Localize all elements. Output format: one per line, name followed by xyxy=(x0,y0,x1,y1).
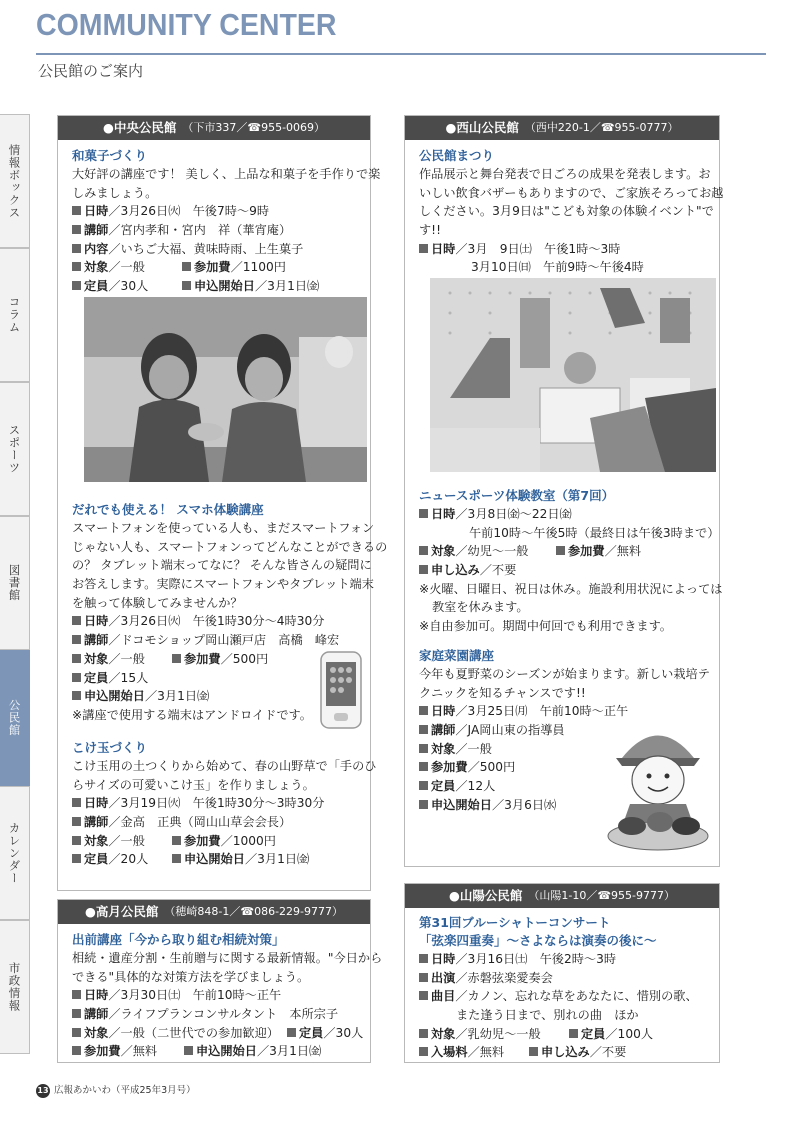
saien-target: ／一般 xyxy=(455,741,492,756)
page-title: COMMUNITY CENTER xyxy=(36,7,337,42)
smartphone-desc: の？ タブレット端末ってなに？ そんな皆さんの疑問に xyxy=(72,558,372,573)
concert-fee: ／無料 xyxy=(467,1045,505,1060)
souzoku-target: ／一般（二世代での参加歓迎） xyxy=(108,1025,279,1040)
wagashi-start-label: 申込開始日 xyxy=(194,279,255,294)
nishiyama-kominkan-header xyxy=(405,116,719,140)
souzoku-body xyxy=(72,949,382,1061)
smartphone-icon xyxy=(318,650,364,730)
wagashi-target-label: 対象 xyxy=(84,260,109,275)
wagashi-cap: ／30人 xyxy=(108,279,149,294)
concert-cap-label: 定員 xyxy=(581,1026,606,1041)
sanyo-kominkan-header xyxy=(405,884,719,908)
concert-perf: ／赤磐弦楽愛奏会 xyxy=(455,970,553,985)
smartphone-teacher-label: 講師 xyxy=(84,633,109,648)
kokedama-start: ／3月1日㈮ xyxy=(244,852,310,867)
side-tab-calendar[interactable] xyxy=(0,786,30,920)
wagashi-fee: ／1100円 xyxy=(230,260,286,275)
wagashi-content: ／いちご大福、黄味時雨、上生菓子 xyxy=(108,241,304,256)
wagashi-title: 和菓子づくり xyxy=(72,148,148,163)
exhibition-photo xyxy=(430,278,716,472)
smartphone-start: ／3月1日㈮ xyxy=(144,689,210,704)
kokedama-desc: こけ玉用の土つくりから始めて、春の山野草で「手のひ xyxy=(72,759,377,773)
concert-fee-label: 入場料 xyxy=(431,1045,468,1060)
saien-title: 家庭菜園講座 xyxy=(419,648,495,663)
saien-start: ／3月6日㈬ xyxy=(491,797,557,812)
newsports-body xyxy=(419,505,722,636)
souzoku-date-label: 日時 xyxy=(84,988,109,1003)
souzoku-teacher: ／ライフプランコンサルタント 本所宗子 xyxy=(108,1007,339,1022)
concert-song-2: また逢う日まで、別れの曲 ほか xyxy=(456,1008,639,1023)
smartphone-cap-label: 定員 xyxy=(84,670,109,685)
side-tab-label: 市政情報 xyxy=(7,962,22,1012)
side-tab-label: カレンダー xyxy=(7,821,22,885)
wagashi-start: ／3月1日㈮ xyxy=(254,279,320,294)
smartphone-desc: じゃない人も、スマートフォンってどんなことができるの xyxy=(72,539,388,554)
matsuri-body xyxy=(419,165,723,277)
kokedama-fee-label: 参加費 xyxy=(184,833,221,848)
newsports-title: ニュースポーツ体験教室（第7回） xyxy=(419,488,615,503)
side-tab-city-info[interactable] xyxy=(0,920,30,1054)
concert-body xyxy=(419,950,698,1062)
nishiyama-name: ●西山公民館 xyxy=(445,120,519,135)
kokedama-desc: らサイズの可愛いこけ玉」を作りましょう。 xyxy=(72,777,315,792)
wagashi-class-photo xyxy=(84,297,367,482)
kokedama-cap-label: 定員 xyxy=(84,852,109,867)
souzoku-fee-label: 参加費 xyxy=(84,1044,121,1059)
newsports-date-1: ／3月8日㈮～22日㈮ xyxy=(455,507,572,521)
chuo-name: ●中央公民館 xyxy=(102,120,177,135)
saien-date-label: 日時 xyxy=(431,704,456,719)
matsuri-desc: いしい飲食バザーもありますので、ご家族そろってお越 xyxy=(419,185,724,200)
chuo-info: （下市337／☎955-0069） xyxy=(182,121,326,134)
smartphone-fee-label: 参加費 xyxy=(184,651,221,666)
sanyo-info: （山陽1-10／☎955-9777） xyxy=(528,889,676,902)
smartphone-target: ／一般 xyxy=(108,651,145,666)
wagashi-body xyxy=(72,165,380,296)
newsports-note-2: ※自由参加可。期間中何回でも利用できます。 xyxy=(419,619,672,634)
wagashi-desc: しみましょう。 xyxy=(72,185,158,200)
saien-fee: ／500円 xyxy=(467,760,516,775)
concert-title-1: 第31回ブルーシャトーコンサート xyxy=(419,915,611,930)
saien-start-label: 申込開始日 xyxy=(431,797,492,812)
newsports-target: ／幼児～一般 xyxy=(455,544,529,559)
smartphone-start-label: 申込開始日 xyxy=(84,689,145,704)
souzoku-start-label: 申込開始日 xyxy=(196,1044,257,1059)
souzoku-start: ／3月1日㈮ xyxy=(256,1044,322,1059)
concert-target-label: 対象 xyxy=(431,1026,456,1041)
saien-target-label: 対象 xyxy=(431,741,456,756)
newsports-date-label: 日時 xyxy=(431,507,456,521)
kokedama-teacher: ／金高 正典（岡山山草会会長） xyxy=(108,815,292,830)
page-subtitle: 公民館のご案内 xyxy=(38,62,144,80)
footer-publication: 広報あかいわ（平成25年3月号） xyxy=(54,1085,196,1096)
kokedama-target: ／一般 xyxy=(108,833,145,848)
takatsuki-name: ●高月公民館 xyxy=(84,904,159,919)
side-tab-kominkan[interactable] xyxy=(0,650,30,786)
sanyo-name: ●山陽公民館 xyxy=(448,888,523,903)
saien-teacher: ／JA岡山東の指導員 xyxy=(455,723,565,738)
side-tab-label: 情報ボックス xyxy=(7,143,22,219)
smartphone-target-label: 対象 xyxy=(84,651,109,666)
concert-cap: ／100人 xyxy=(605,1026,654,1041)
wagashi-date: ／3月26日㈫ 午後7時～9時 xyxy=(108,204,270,219)
side-tab-label: 公民館 xyxy=(7,699,22,737)
souzoku-fee: ／無料 xyxy=(120,1044,158,1059)
concert-date-label: 日時 xyxy=(431,952,456,966)
newsports-apply: ／不要 xyxy=(479,563,517,578)
kokedama-teacher-label: 講師 xyxy=(84,815,109,830)
saien-teacher-label: 講師 xyxy=(431,723,456,738)
saien-fee-label: 参加費 xyxy=(431,760,468,775)
wagashi-content-label: 内容 xyxy=(84,241,109,256)
wagashi-date-label: 日時 xyxy=(84,204,109,219)
page-footer xyxy=(36,1082,196,1100)
newsports-note-1b: 教室を休みます。 xyxy=(432,600,529,615)
saien-cap-label: 定員 xyxy=(431,779,456,794)
nishiyama-info: （西中220-1／☎955-0777） xyxy=(524,121,679,134)
souzoku-cap-label: 定員 xyxy=(299,1025,324,1040)
newsports-fee: ／無料 xyxy=(604,544,642,559)
souzoku-teacher-label: 講師 xyxy=(84,1007,109,1022)
kokedama-fee: ／1000円 xyxy=(220,833,276,848)
farmer-illustration xyxy=(602,718,714,853)
concert-perf-label: 出演 xyxy=(431,970,456,985)
smartphone-date-label: 日時 xyxy=(84,614,109,629)
souzoku-date: ／3月30日㈯ 午前10時～正午 xyxy=(108,988,282,1003)
newsports-apply-label: 申し込み xyxy=(431,563,480,578)
side-tab-label: スポーツ xyxy=(7,424,22,474)
saien-desc: クニックを知るチャンスです!! xyxy=(419,685,586,700)
takatsuki-info: （穂崎848-1／☎086-229-9777） xyxy=(164,905,343,918)
newsports-date-2: 午前10時～午後5時（最終日は午後3時まで） xyxy=(469,525,720,540)
smartphone-note: ※講座で使用する端末はアンドロイドです。 xyxy=(72,707,312,722)
souzoku-target-label: 対象 xyxy=(84,1025,109,1040)
souzoku-cap: ／30人 xyxy=(323,1025,364,1040)
concert-date: ／3月16日㈯ 午後2時～3時 xyxy=(455,952,617,966)
wagashi-teacher-label: 講師 xyxy=(84,223,109,238)
matsuri-desc: しください。3月9日は"こども対象の体験イベント"で xyxy=(419,204,714,219)
concert-apply: ／不要 xyxy=(589,1045,627,1060)
smartphone-desc: お答えします。実際にスマートフォンやタブレット端末 xyxy=(72,577,374,592)
side-tab-info-box[interactable] xyxy=(0,114,30,248)
side-tab-sports[interactable] xyxy=(0,382,30,516)
matsuri-title: 公民館まつり xyxy=(419,148,495,163)
kokedama-body xyxy=(72,757,376,869)
takatsuki-kominkan-header xyxy=(58,900,370,924)
smartphone-date: ／3月26日㈫ 午後1時30分～4時30分 xyxy=(108,614,325,629)
matsuri-desc: す!! xyxy=(419,223,441,238)
header-rule xyxy=(36,53,766,55)
souzoku-title: 出前講座「今から取り組む相続対策」 xyxy=(72,932,285,947)
kokedama-title: こけ玉づくり xyxy=(72,740,148,755)
matsuri-date-label: 日時 xyxy=(431,241,456,256)
side-tab-label: 図書館 xyxy=(7,564,22,602)
wagashi-fee-label: 参加費 xyxy=(194,260,231,275)
concert-title-2: 「弦楽四重奏」～さよならは演奏の後に～ xyxy=(419,933,657,948)
souzoku-desc: 相続・遺産分割・生前贈与に関する最新情報。"今日から xyxy=(72,951,383,965)
side-tab-library[interactable] xyxy=(0,516,30,650)
kokedama-date-label: 日時 xyxy=(84,796,109,811)
newsports-fee-label: 参加費 xyxy=(568,544,605,559)
kokedama-cap: ／20人 xyxy=(108,852,149,867)
smartphone-cap: ／15人 xyxy=(108,670,149,685)
smartphone-desc: を触って体験してみませんか？ xyxy=(72,595,243,610)
kokedama-target-label: 対象 xyxy=(84,833,109,848)
concert-song-label: 曲目 xyxy=(431,989,456,1004)
page-number: 13 xyxy=(36,1084,50,1098)
side-tab-label: コラム xyxy=(7,296,22,334)
saien-desc: 今年も夏野菜のシーズンが始まります。新しい栽培テ xyxy=(419,667,710,681)
concert-apply-label: 申し込み xyxy=(541,1045,590,1060)
souzoku-desc: できる"具体的な対策方法を学びましょう。 xyxy=(72,969,310,984)
matsuri-date-2: 3月10日㈰ 午前9時～午後4時 xyxy=(471,260,644,275)
newsports-target-label: 対象 xyxy=(431,544,456,559)
wagashi-cap-label: 定員 xyxy=(84,279,109,294)
wagashi-target: ／一般 xyxy=(108,260,145,275)
chuo-kominkan-header xyxy=(58,116,370,140)
concert-target: ／乳幼児～一般 xyxy=(455,1026,541,1041)
saien-cap: ／12人 xyxy=(455,779,496,794)
matsuri-date-1: ／3月 9日㈯ 午後1時～3時 xyxy=(455,241,621,256)
side-tab-column[interactable] xyxy=(0,248,30,382)
newsports-note-1: ※火曜、日曜日、祝日は休み。施設利用状況によっては xyxy=(419,581,723,596)
saien-date: ／3月25日㈪ 午前10時～正午 xyxy=(455,704,629,719)
smartphone-desc: スマートフォンを使っている人も、まだスマートフォン xyxy=(72,521,375,535)
concert-song-1: ／カノン、忘れな草をあなたに、惜別の歌、 xyxy=(455,989,698,1004)
matsuri-desc: 作品展示と舞台発表で日ごろの成果を発表します。お xyxy=(419,167,711,181)
smartphone-teacher: ／ドコモショップ岡山瀬戸店 高橋 峰宏 xyxy=(108,633,340,648)
wagashi-teacher: ／宮内孝和・宮内 祥（華宵庵） xyxy=(108,223,292,238)
smartphone-fee: ／500円 xyxy=(220,651,269,666)
wagashi-desc: 大好評の講座です！ 美しく、上品な和菓子を手作りで楽 xyxy=(72,167,381,181)
kokedama-date: ／3月19日㈫ 午後1時30分～3時30分 xyxy=(108,796,325,811)
kokedama-start-label: 申込開始日 xyxy=(184,852,245,867)
smartphone-title: だれでも使える！ スマホ体験講座 xyxy=(72,502,264,517)
